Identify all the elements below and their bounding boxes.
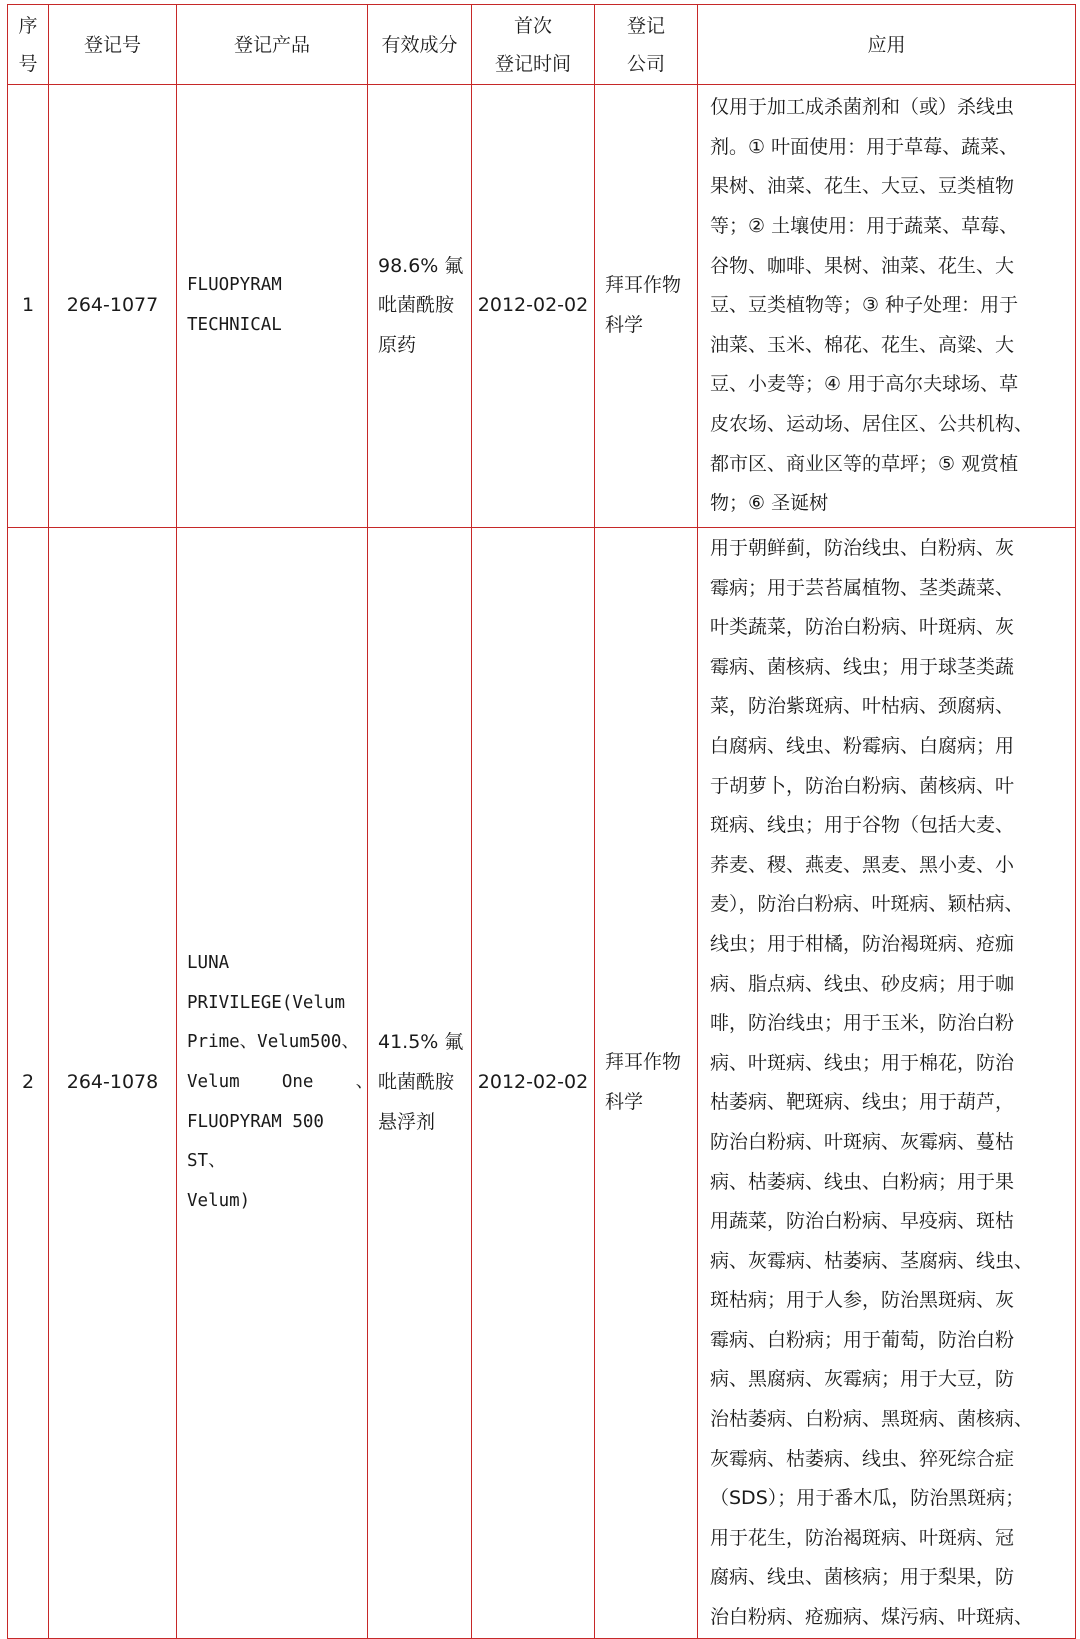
application-line: 都市区、商业区等的草坪；⑤ 观赏植 — [710, 452, 1019, 475]
cell-seq: 1 — [8, 85, 49, 528]
application-line: 治白粉病、疮痂病、煤污病、叶斑病、 — [710, 1606, 1034, 1629]
product-line: Velum) — [187, 1190, 251, 1211]
cell-product — [177, 85, 368, 528]
application-line: 霉病、菌核病、线虫；用于球茎类蔬 — [710, 655, 1015, 678]
header-seq — [8, 5, 49, 85]
header-active: 有效成分 — [368, 5, 472, 85]
application-line: 等；② 土壤使用：用于蔬菜、草莓、 — [710, 215, 1019, 238]
cell-active — [368, 85, 472, 528]
application-line: 谷物、咖啡、果树、油菜、花生、大 — [710, 254, 1015, 277]
application-line: 皮农场、运动场、居住区、公共机构、 — [710, 412, 1034, 435]
application-line: 豆、豆类植物等；③ 种子处理：用于 — [710, 294, 1019, 317]
application-line: 斑病、线虫；用于谷物（包括大麦、 — [710, 814, 1015, 837]
product-line: Prime、Velum500、 — [187, 1032, 359, 1053]
application-line: 物；⑥ 圣诞树 — [710, 492, 829, 515]
company-line: 拜耳作物 — [605, 274, 682, 297]
application-line: 菜，防治紫斑病、叶枯病、颈腐病、 — [710, 695, 1015, 718]
application-line: 油菜、玉米、棉花、花生、高粱、大 — [710, 333, 1015, 356]
application-line: 治枯萎病、白粉病、黑斑病、菌核病、 — [710, 1408, 1034, 1431]
header-first-date — [472, 5, 595, 85]
header-product: 登记产品 — [177, 5, 368, 85]
application-line: 腐病、线虫、菌核病；用于梨果，防 — [710, 1566, 1015, 1589]
header-first-date-line-2: 登记时间 — [494, 52, 571, 75]
application-line: 防治白粉病、叶斑病、灰霉病、蔓枯 — [710, 1130, 1015, 1153]
active-line: 吡菌酰胺 — [378, 294, 455, 317]
header-reg-no: 登记号 — [49, 5, 177, 85]
application-line: 啡，防治线虫；用于玉米，防治白粉 — [710, 1012, 1015, 1035]
active-line: 吡菌酰胺 — [378, 1071, 455, 1094]
application-line: 白腐病、线虫、粉霉病、白腐病；用 — [710, 734, 1015, 757]
pesticide-registration-table — [7, 4, 1076, 1639]
table-row — [8, 85, 1076, 528]
company-line: 科学 — [605, 1090, 644, 1113]
application-line: 于胡萝卜，防治白粉病、菌核病、叶 — [710, 774, 1015, 797]
header-seq-line-2: 号 — [18, 52, 38, 75]
active-line: 41.5% 氟 — [378, 1031, 464, 1054]
application-line: 病、黑腐病、灰霉病；用于大豆，防 — [710, 1368, 1015, 1391]
application-line: 病、枯萎病、线虫、白粉病；用于果 — [710, 1170, 1015, 1193]
application-line: （SDS）；用于番木瓜，防治黑斑病； — [710, 1487, 1025, 1510]
header-company-line-2: 公司 — [626, 52, 665, 75]
active-line: 98.6% 氟 — [378, 254, 464, 277]
cell-application — [698, 528, 1076, 1639]
application-line: 斑枯病；用于人参，防治黑斑病、灰 — [710, 1289, 1015, 1312]
application-line: 灰霉病、枯萎病、线虫、猝死综合症 — [710, 1447, 1015, 1470]
application-line: 叶类蔬菜，防治白粉病、叶斑病、灰 — [710, 616, 1015, 639]
active-line: 原药 — [378, 333, 417, 356]
product-line: PRIVILEGE(Velum — [187, 992, 346, 1013]
product-line: FLUOPYRAM 500 ST、 — [187, 1111, 324, 1172]
header-company — [595, 5, 698, 85]
header-row — [8, 5, 1076, 85]
application-line: 线虫；用于柑橘，防治褐斑病、疮痂 — [710, 932, 1015, 955]
cell-product — [177, 528, 374, 1639]
application-line: 荞麦、稷、燕麦、黑麦、黑小麦、小 — [710, 853, 1015, 876]
application-line: 枯萎病、靶斑病、线虫；用于葫芦， — [710, 1091, 1015, 1114]
application-line: 仅用于加工成杀菌剂和（或）杀线虫 — [710, 96, 1015, 119]
product-line: LUNA — [187, 953, 230, 974]
header-first-date-line-1: 首次 — [513, 14, 552, 37]
product-line: TECHNICAL — [187, 315, 282, 335]
application-line: 豆、小麦等；④ 用于高尔夫球场、草 — [710, 373, 1019, 396]
application-line: 病、灰霉病、枯萎病、茎腐病、线虫、 — [710, 1249, 1034, 1272]
company-line: 拜耳作物 — [605, 1051, 682, 1074]
cell-seq: 2 — [8, 528, 49, 1639]
application-line: 用于花生，防治褐斑病、叶斑病、冠 — [710, 1526, 1015, 1549]
application-line: 剂。① 叶面使用：用于草莓、蔬菜、 — [710, 135, 1019, 158]
cell-reg-no: 264-1077 — [49, 85, 177, 528]
application-line: 病、脂点病、线虫、砂皮病；用于咖 — [710, 972, 1015, 995]
header-seq-line-1: 序 — [18, 14, 38, 37]
company-line: 科学 — [605, 314, 644, 336]
application-line: 麦），防治白粉病、叶斑病、颖枯病、 — [710, 893, 1024, 916]
header-company-line-1: 登记 — [626, 14, 665, 37]
active-line: 悬浮剂 — [378, 1110, 436, 1133]
cell-active — [368, 528, 472, 1639]
table-row — [8, 528, 1076, 1639]
cell-application — [698, 85, 1076, 528]
cell-reg-no: 264-1078 — [49, 528, 177, 1639]
cell-first-date: 2012-02-02 — [472, 528, 595, 1639]
application-line: 果树、油菜、花生、大豆、豆类植物 — [710, 175, 1015, 198]
cell-company — [595, 85, 698, 528]
header-application: 应用 — [698, 5, 1076, 85]
product-line: Velum One 、 — [187, 1072, 374, 1093]
product-line: FLUOPYRAM — [187, 275, 282, 296]
application-line: 用于朝鲜蓟，防治线虫、白粉病、灰 — [710, 537, 1015, 559]
application-line: 霉病；用于芸苔属植物、茎类蔬菜、 — [710, 576, 1015, 599]
application-line: 病、叶斑病、线虫；用于棉花，防治 — [710, 1051, 1015, 1074]
cell-first-date: 2012-02-02 — [472, 85, 595, 528]
cell-company — [595, 528, 698, 1639]
application-line: 霉病、白粉病；用于葡萄，防治白粉 — [710, 1328, 1015, 1351]
application-line: 用蔬菜，防治白粉病、早疫病、斑枯 — [710, 1210, 1015, 1233]
